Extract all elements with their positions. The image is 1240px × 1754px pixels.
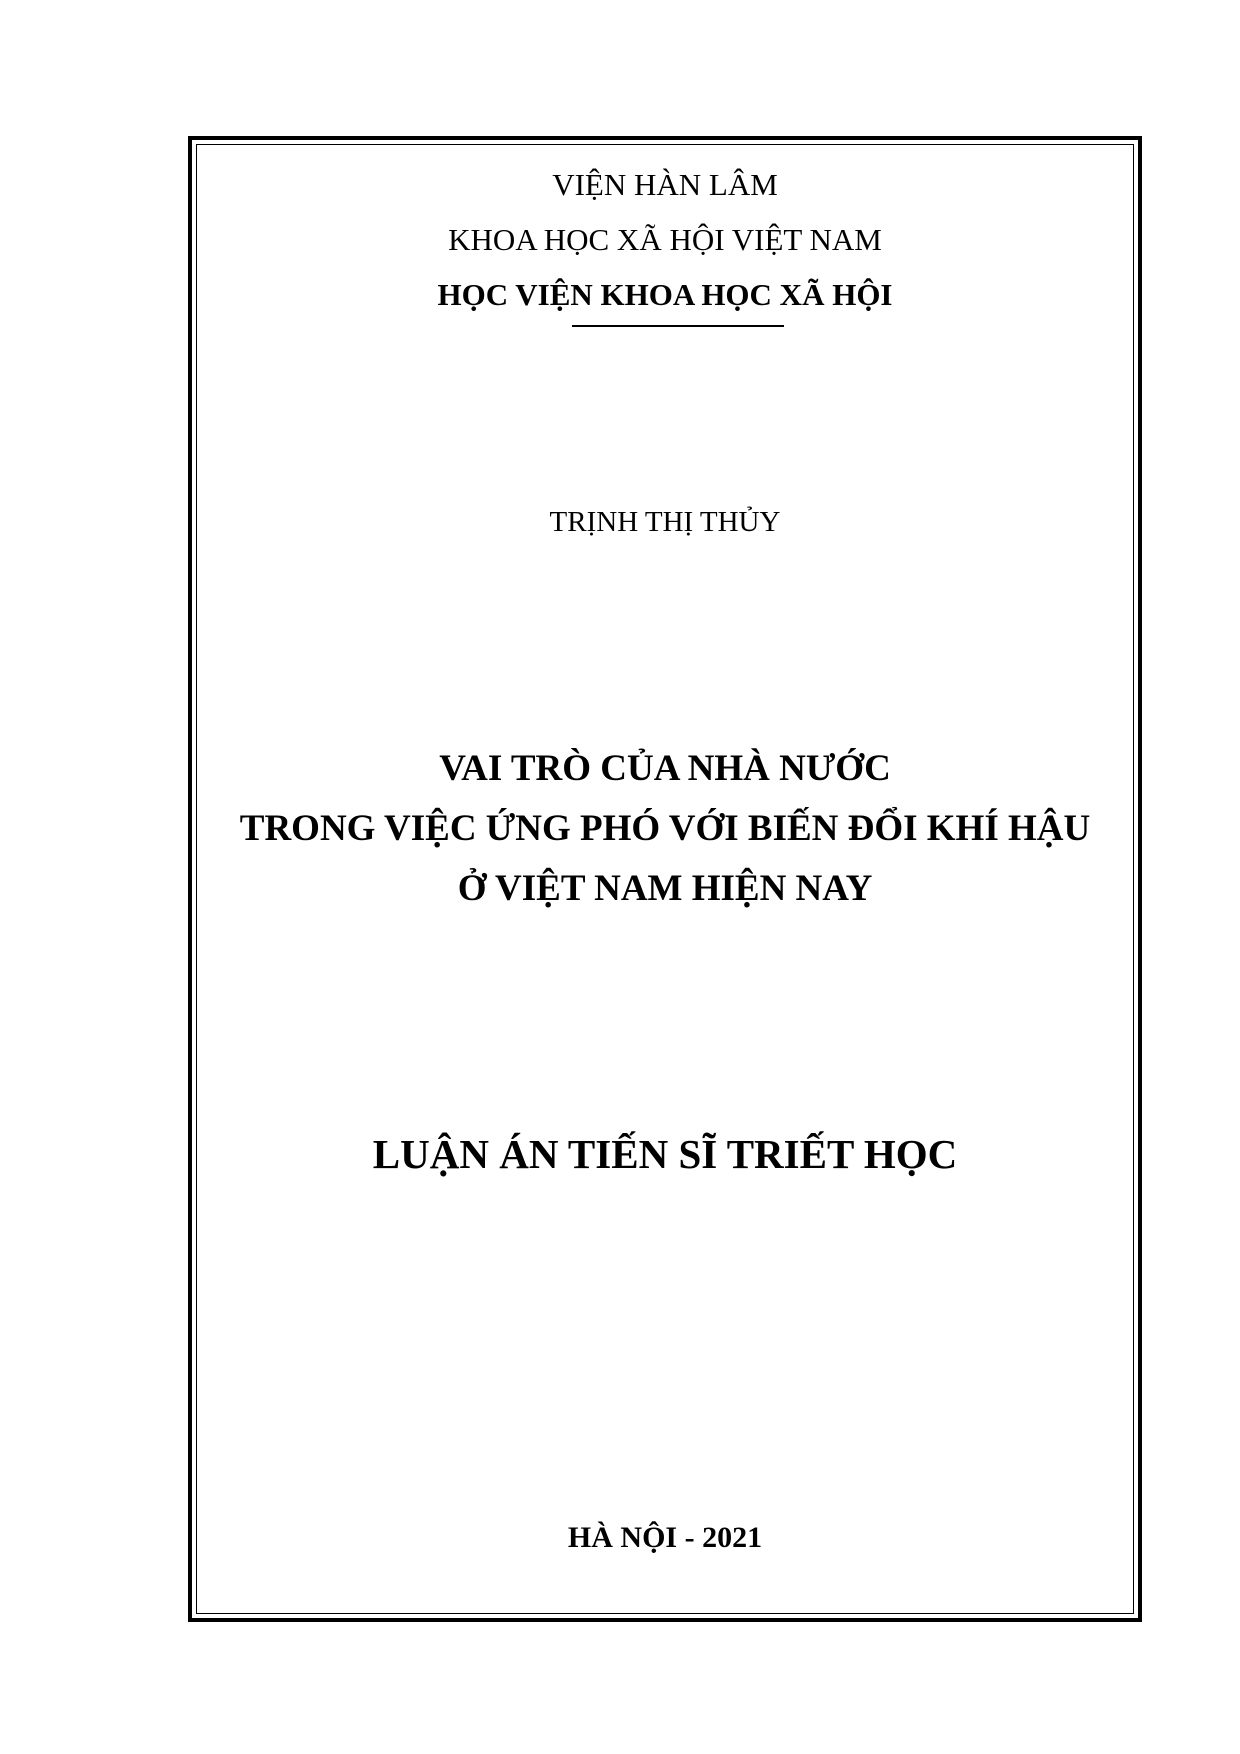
thesis-title-line-2: TRONG VIỆC ỨNG PHÓ VỚI BIẾN ĐỔI KHÍ HẬU <box>239 808 1091 849</box>
academy-name: HỌC VIỆN KHOA HỌC XÃ HỘI <box>437 277 893 312</box>
thesis-title-line-1: VAI TRÒ CỦA NHÀ NƯỚC <box>439 748 891 789</box>
author-name: TRỊNH THỊ THỦY <box>549 506 781 538</box>
place-and-year: HÀ NỘI - 2021 <box>567 1521 763 1554</box>
institution-line-2: KHOA HỌC XÃ HỘI VIỆT NAM <box>448 222 882 257</box>
header-divider <box>572 325 784 327</box>
institution-line-1: VIỆN HÀN LÂM <box>552 167 778 202</box>
degree-title: LUẬN ÁN TIẾN SĨ TRIẾT HỌC <box>372 1131 958 1177</box>
thesis-title-line-3: Ở VIỆT NAM HIỆN NAY <box>457 868 873 909</box>
